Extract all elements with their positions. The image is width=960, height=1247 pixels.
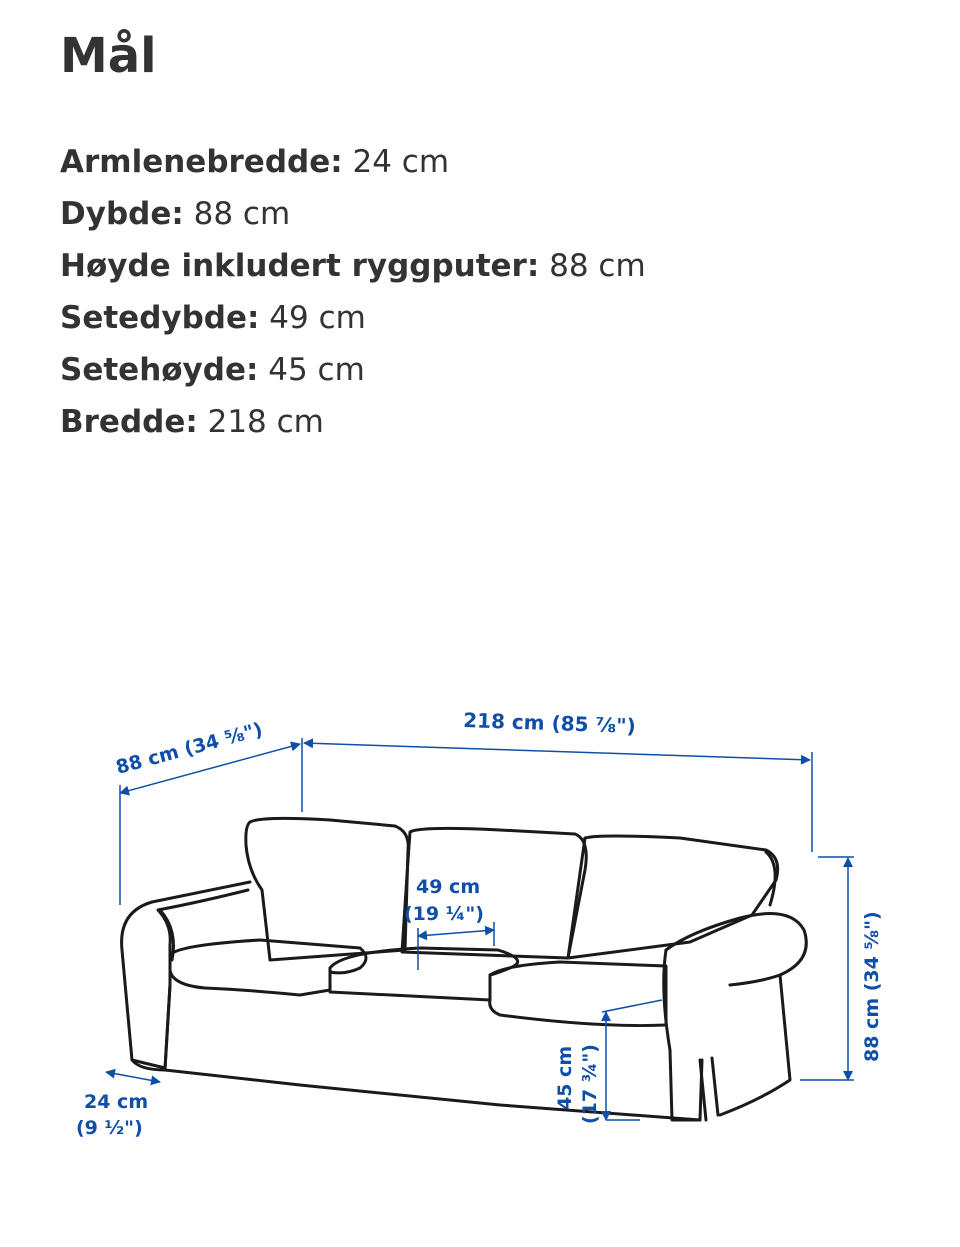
armrest-in-label: (9 ½") <box>76 1117 143 1139</box>
spec-value: 24 cm <box>352 144 450 180</box>
spec-armrest-width <box>60 138 646 190</box>
spec-depth <box>60 190 646 242</box>
right-arm-front <box>664 950 702 1120</box>
height-label: 88 cm (34 ⅝") <box>861 911 883 1062</box>
seat-height-in-label: (17 ¾") <box>579 1044 601 1124</box>
dimension-list <box>60 138 646 450</box>
armrest-cm-label: 24 cm <box>84 1091 149 1113</box>
right-arm-side <box>720 975 790 1115</box>
spec-value: 88 cm <box>549 248 646 284</box>
spec-seat-height <box>60 346 646 398</box>
spec-value: 45 cm <box>268 352 365 388</box>
spec-value: 88 cm <box>193 196 291 232</box>
back-cushion-left <box>246 818 408 960</box>
spec-label: Dybde: <box>60 196 184 232</box>
depth-label: 88 cm (34 ⅝") <box>113 718 265 779</box>
spec-label: Bredde: <box>60 404 198 440</box>
spec-seat-depth <box>60 294 646 346</box>
left-arm <box>122 882 250 1068</box>
spec-label: Setehøyde: <box>60 352 259 388</box>
spec-width <box>60 398 646 450</box>
seat-depth-cm-label: 49 cm <box>416 876 481 898</box>
sofa-skirt <box>165 985 700 1120</box>
sofa-dimension-diagram <box>0 680 960 1247</box>
spec-height <box>60 242 646 294</box>
back-cushion-right <box>568 836 778 958</box>
sofa-drawing <box>122 818 807 1120</box>
dimension-lines <box>106 738 854 1120</box>
seat-height-cm-label: 45 cm <box>554 1045 576 1110</box>
spec-label: Armlenebredde: <box>60 144 343 180</box>
spec-value: 49 cm <box>269 300 366 336</box>
seat-cushion-right <box>490 962 666 1026</box>
page-title: Mål <box>60 28 157 84</box>
back-right-edge <box>766 852 775 905</box>
seat-depth-in-label: (19 ¼") <box>404 903 484 925</box>
right-arm <box>666 914 806 985</box>
width-label: 218 cm (85 ⅞") <box>462 708 637 739</box>
spec-label: Setedybde: <box>60 300 260 336</box>
spec-label: Høyde inkludert ryggputer: <box>60 248 540 284</box>
spec-value: 218 cm <box>207 404 324 440</box>
